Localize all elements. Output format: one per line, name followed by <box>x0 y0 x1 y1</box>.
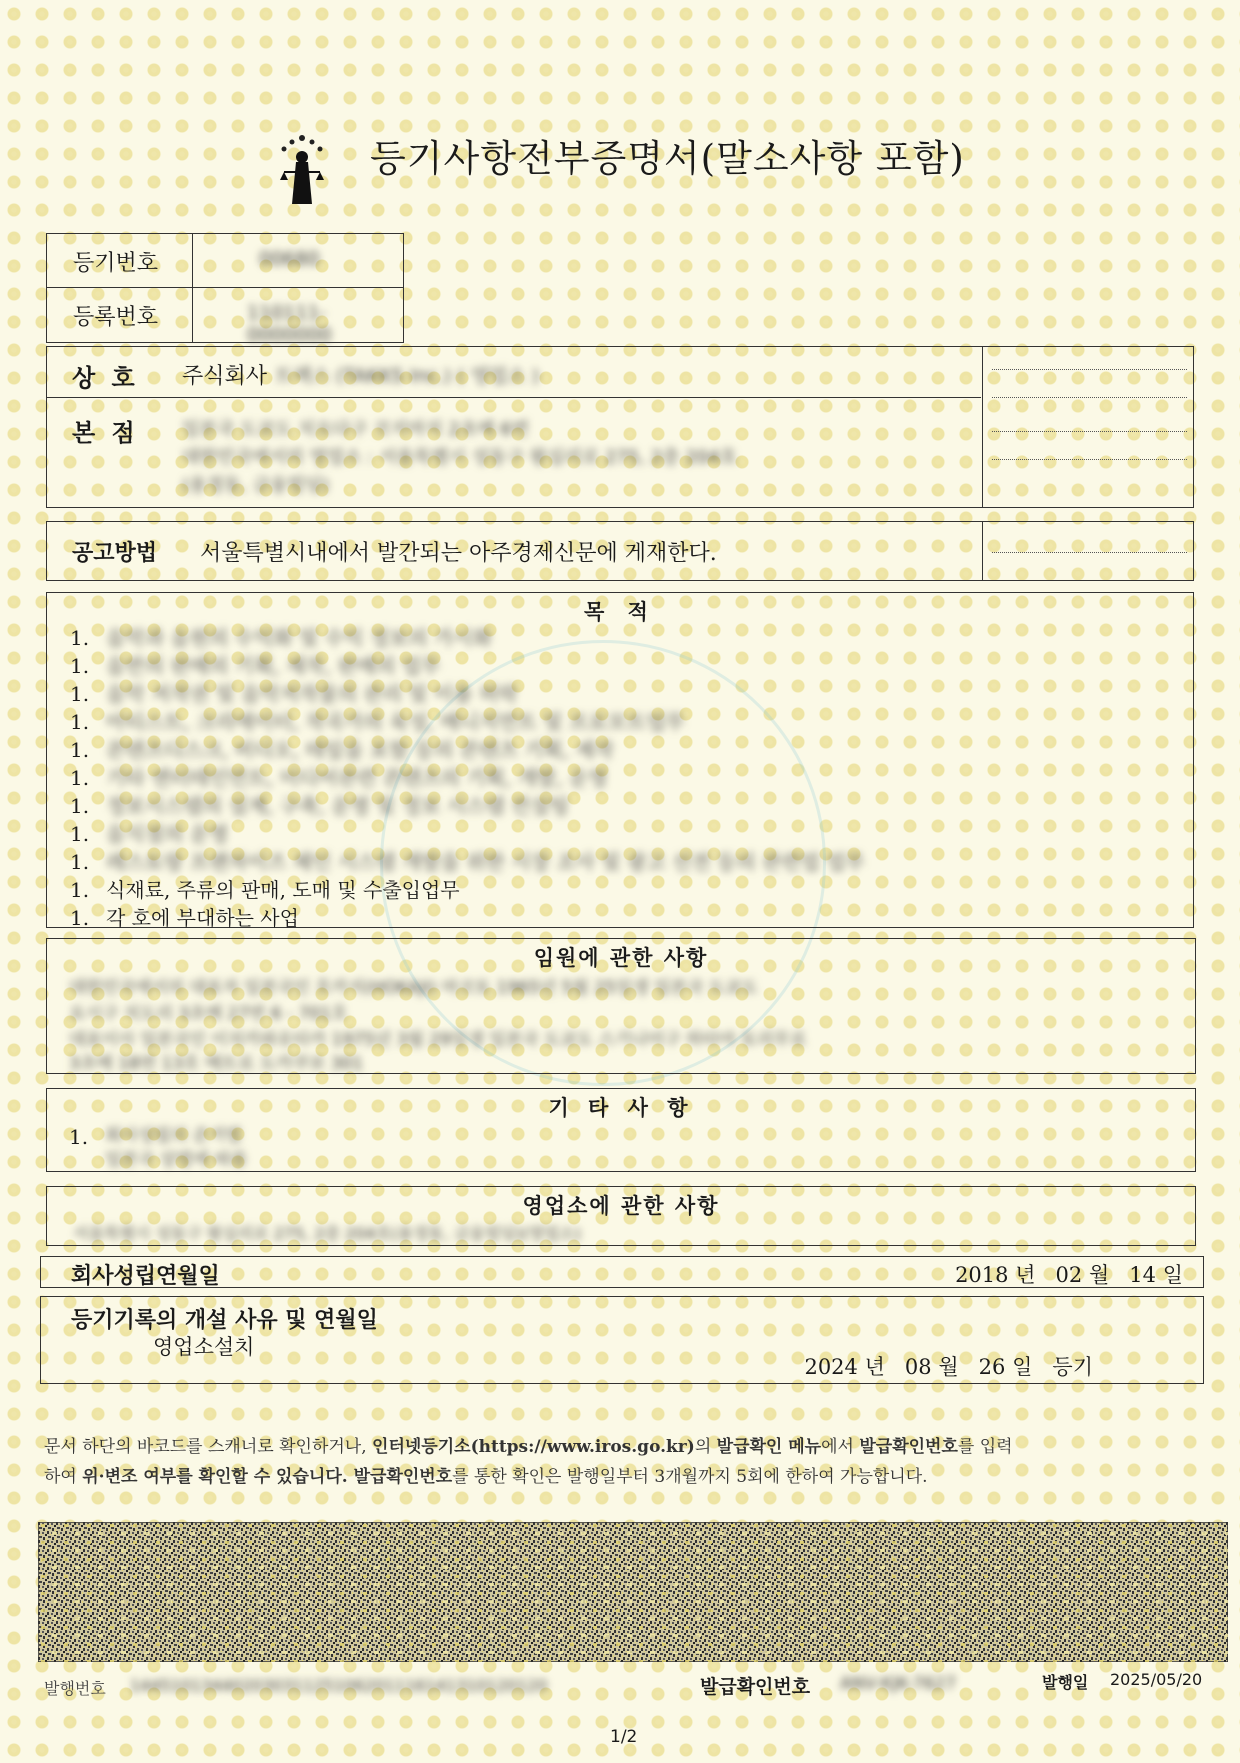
purpose-item: 1. 음반의 판매의 기획, 제작, 판매의 업무 <box>70 654 441 678</box>
confirm-no-value: ANV-KJK-7627 <box>840 1674 957 1694</box>
purpose-item: 1. 식재료, 주류의 판매, 도매 및 수출입업무 <box>70 878 460 902</box>
company-box <box>46 346 1194 508</box>
issue-no-label: 발행번호 <box>44 1679 106 1698</box>
registration-table <box>46 233 404 346</box>
other-heading: 기 타 사 항 <box>548 1096 694 1120</box>
hq-line-1: 일본국 도쿄도 치요다구 코지마치 2초메 6번 <box>182 419 530 440</box>
other-bullet: 1. <box>69 1125 89 1149</box>
company-name-prefix: 주식회사 <box>182 364 268 389</box>
hq-line-3: (용정동, 금융빌딩) <box>182 475 330 496</box>
other-box <box>46 1088 1196 1172</box>
established-label: 회사성립연월일 <box>71 1264 220 1289</box>
opening-date: 2024 년 08 월 26 일 등기 <box>804 1355 1093 1379</box>
verify-notice-line-2: 하여 위·변조 여부를 확인할 수 있습니다. 발급확인번호를 통한 확인은 발행일부터 3개월까지 5회에 한하여 가능합니다. <box>44 1467 928 1487</box>
opening-reason: 영업소설치 <box>153 1335 255 1359</box>
company-name-rest: 트랙스 (TAKKS Inc.) ( 영업소 ) <box>275 365 540 387</box>
page-title: 등기사항전부증명서(말소사항 포함) <box>370 137 965 180</box>
court-emblem-icon <box>262 122 342 212</box>
opening-box <box>40 1296 1204 1384</box>
officer-line-3: 대표이사 일본국인 이치카와유타카 1975년 3월 29일생 일본국 도쿄도 스기나미구 하타야 토리무로 <box>69 1030 807 1050</box>
notice-text: 서울특별시내에서 발간되는 아주경제신문에 게재한다. <box>200 541 717 566</box>
company-name-label: 상 호 <box>72 364 139 392</box>
security-barcode <box>38 1522 1228 1662</box>
officer-line-1: 대한민국에서의 대표자 일본국인 호카지(HOKAJI) 마코토 1965년 5월 25일생 일본국 도쿄도 <box>69 978 758 998</box>
issue-date-label: 발행일 <box>1042 1673 1089 1692</box>
purpose-item: 1. 음악과 음원의 수익화 및 수익 정보의 가시화 <box>70 626 492 650</box>
officer-line-4: 3초메 18번 13호 메트로 도카쿠보 301 <box>69 1054 364 1074</box>
page-number: 1/2 <box>610 1727 638 1747</box>
purpose-item: 1. 콘텐츠디스크, 비디오, 테잎을 포함 등의 콘텐츠 기획, 제작 <box>70 738 614 762</box>
established-date: 2018 년 02 월 14 일 <box>955 1263 1183 1287</box>
other-line-1: 회사성립의 준거법 <box>105 1126 242 1146</box>
purpose-item: 1. 음식점의 운영 <box>70 822 229 846</box>
change-date-cell <box>992 459 1187 460</box>
purpose-item: 1. 기타 엔터테인먼트, 미디어관련 콘텐츠의 기획, 개발, 운영 <box>70 766 608 790</box>
change-date-cell <box>992 397 1187 398</box>
reg-no-value: 00680 <box>259 248 320 270</box>
issue-no-value: 14451013440203031125106201116141310120120 <box>130 1676 548 1695</box>
verify-notice-line-1: 문서 하단의 바코드를 스캐너로 확인하거나, 인터넷등기소(https://www.iros.go.kr)의 발급확인 메뉴에서 발급확인번호를 입력 <box>44 1437 1013 1457</box>
purpose-item: 1. 각 호에 부대하는 사업 <box>70 906 299 930</box>
hq-line-2: 대한민국에서의 영업소 : 서울특별시 성동구 왕십리로 275, 2층 204호 <box>182 447 738 468</box>
change-date-cell <box>992 552 1187 553</box>
branch-heading: 영업소에 관한 사항 <box>522 1194 720 1218</box>
officers-box <box>46 938 1196 1074</box>
reg-no-label: 등기번호 <box>73 251 159 276</box>
officers-heading: 임원에 관한 사항 <box>533 946 709 970</box>
change-date-cell <box>992 431 1187 432</box>
notice-box <box>46 521 1194 581</box>
officer-line-2: 요시구 치도리 3초메 27번 6 - 701호 <box>69 1004 348 1024</box>
other-line-2: 일본국 상법에 따름 <box>105 1150 248 1170</box>
reg-num-label: 등록번호 <box>73 305 159 330</box>
opening-label: 등기기록의 개설 사유 및 연월일 <box>71 1308 378 1333</box>
purpose-item: 1. 아티스트, 크리에이터, 작곡가의 육성, 매니지먼트 및 프로모트업무 <box>70 710 685 734</box>
notice-label: 공고방법 <box>72 541 158 566</box>
reg-num-value: 110111-0000000 <box>247 302 332 346</box>
change-date-cell <box>992 369 1187 370</box>
branch-box <box>46 1186 1196 1246</box>
branch-line: 서울특별시 성동구 왕십리로 275, 2층 204호(용정동, 금융빌딩)(영업소) <box>73 1224 581 1243</box>
purpose-item: 1. 음악 저작권 및 음악저작물의 관리 및 이용 허락 <box>70 682 518 706</box>
established-row <box>40 1256 1204 1288</box>
purpose-item: 1. 레스토랑 프랜차이즈 체인 시스템 개발을 위한 시장 조사 및 광고 선전 등의 관련업 업무 <box>70 850 865 874</box>
confirm-no-label: 발급확인번호 <box>700 1676 811 1698</box>
purpose-heading: 목 적 <box>584 600 656 624</box>
purpose-item: 1. 정보시스템의 설계, 구축, 운영 및 정보 시스템 컨설팅 <box>70 794 569 818</box>
issue-date-value: 2025/05/20 <box>1110 1670 1203 1689</box>
hq-label: 본 점 <box>72 419 139 447</box>
